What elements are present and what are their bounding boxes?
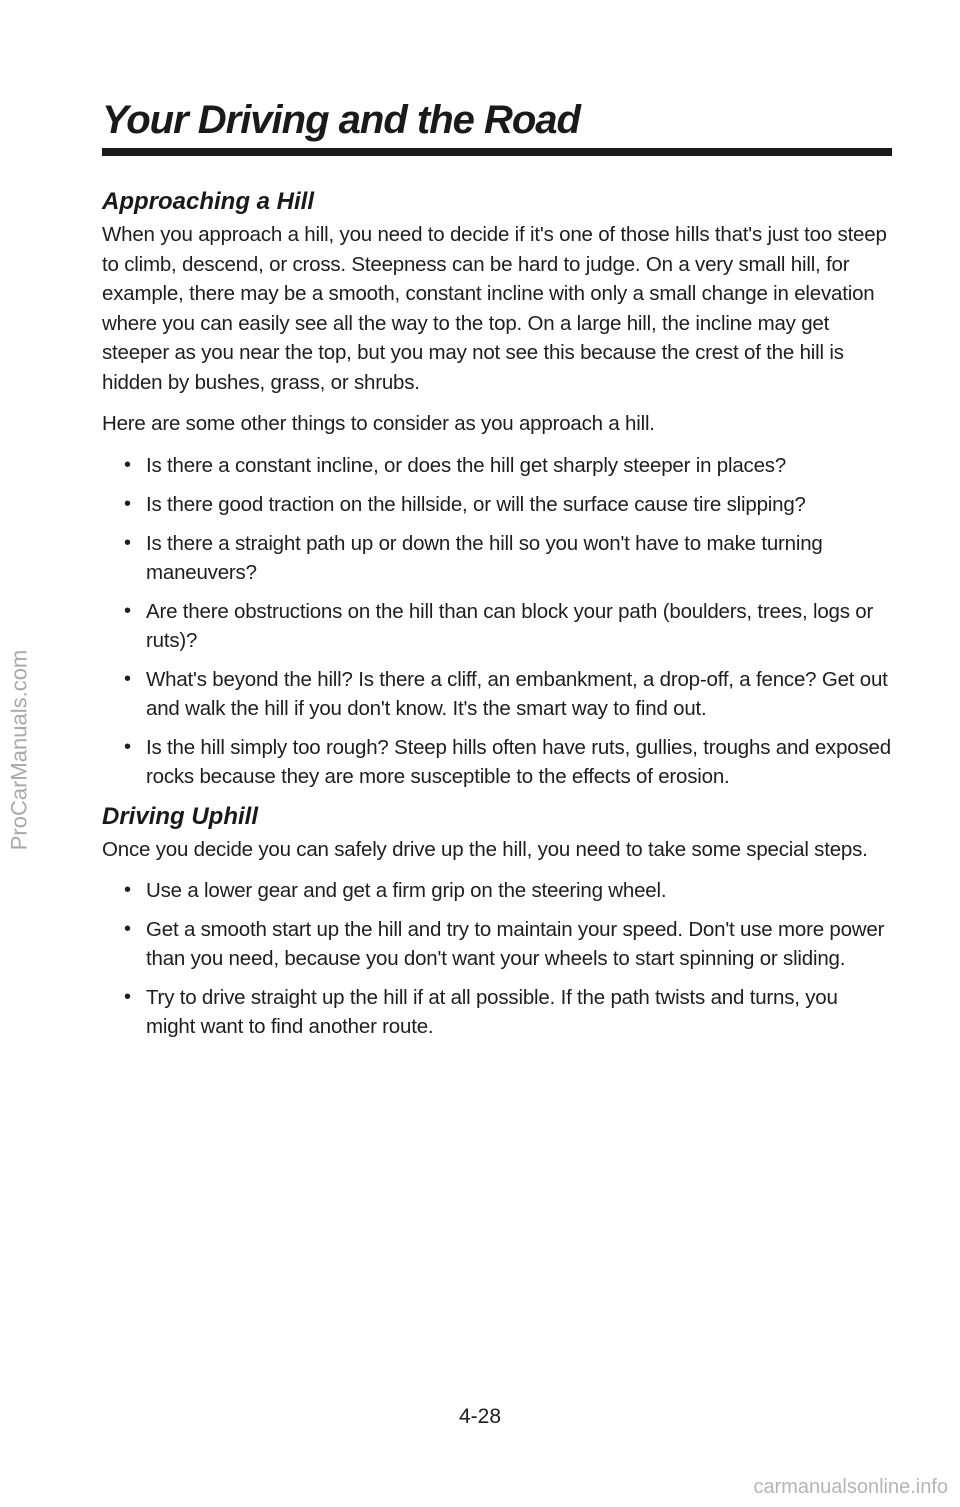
paragraph: Once you decide you can safely drive up the hill, you need to take some special steps.: [102, 837, 868, 861]
paragraph: Here are some other things to consider as you approach a hill.: [102, 412, 655, 435]
bullet-item: [124, 733, 892, 791]
bullet-text: Is there a constant incline, or does the hill get sharply steeper in places?: [146, 453, 787, 477]
bullet-icon: •: [124, 735, 131, 758]
bullet-icon: •: [124, 531, 131, 554]
bullet-item: [124, 983, 892, 1041]
bullet-text: Is there a straight path up or down the hill so you won't have to make turning maneuvers?: [146, 531, 823, 584]
bullet-icon: •: [124, 492, 131, 515]
bullet-text: Use a lower gear and get a firm grip on the steering wheel.: [146, 879, 667, 902]
bullet-icon: •: [124, 453, 131, 476]
bullet-list-driving-uphill: [102, 876, 892, 1041]
page-number: 4-28: [458, 1405, 502, 1428]
bullet-text: Is there good traction on the hillside, or will the surface cause tire slipping?: [146, 492, 806, 516]
heading-rule: [102, 148, 892, 156]
page-content: [102, 186, 892, 1051]
bullet-list-approaching-hill: [102, 451, 892, 791]
paragraph: When you approach a hill, you need to decide if it's one of those hills that's just too steep to climb, descend, or cross. Steepness can be hard to judge. On a very small hill, for example, there may be a smooth, constant incline with only a small change in elevation where you can easily see all the way to the top. On a large hill, the incline may get steeper as you near the top, but you may not see this because the crest of the hill is hidden by bushes, grass, or shrubs.: [102, 223, 887, 394]
footer-watermark: carmanualsonline.info: [753, 1476, 948, 1498]
page-heading: Your Driving and the Road: [102, 98, 580, 142]
bullet-item: [124, 451, 892, 480]
bullet-item: [124, 490, 892, 519]
bullet-text: What's beyond the hill? Is there a cliff, an embankment, a drop-off, a fence? Get out and walk the hill if you don't know. It's the smart way to find out.: [146, 667, 888, 720]
bullet-text: Get a smooth start up the hill and try to maintain your speed. Don't use more power than you need, because you don't want your wheels to start spinning or sliding.: [146, 918, 885, 970]
side-watermark-text: ProCarManuals.com: [6, 649, 32, 851]
bullet-icon: •: [124, 918, 131, 940]
bullet-item: [124, 915, 892, 973]
bullet-text: Is the hill simply too rough? Steep hills often have ruts, gullies, troughs and exposed rocks because they are more susceptible to the effects of erosion.: [146, 735, 891, 788]
bullet-icon: •: [124, 986, 131, 1008]
bullet-icon: •: [124, 879, 131, 901]
bullet-item: [124, 597, 892, 655]
side-watermark: [0, 610, 38, 890]
bullet-item: [124, 665, 892, 723]
section-title-driving-uphill: Driving Uphill: [102, 802, 258, 830]
bullet-item: [124, 529, 892, 587]
bullet-text: Try to drive straight up the hill if at all possible. If the path twists and turns, you might want to find another route.: [146, 986, 838, 1038]
bullet-text: Are there obstructions on the hill than can block your path (boulders, trees, logs or ruts)?: [146, 599, 874, 652]
bullet-icon: •: [124, 599, 131, 622]
bullet-icon: •: [124, 667, 131, 690]
bullet-item: [124, 876, 892, 905]
section-title-approaching-hill: Approaching a Hill: [102, 188, 315, 215]
